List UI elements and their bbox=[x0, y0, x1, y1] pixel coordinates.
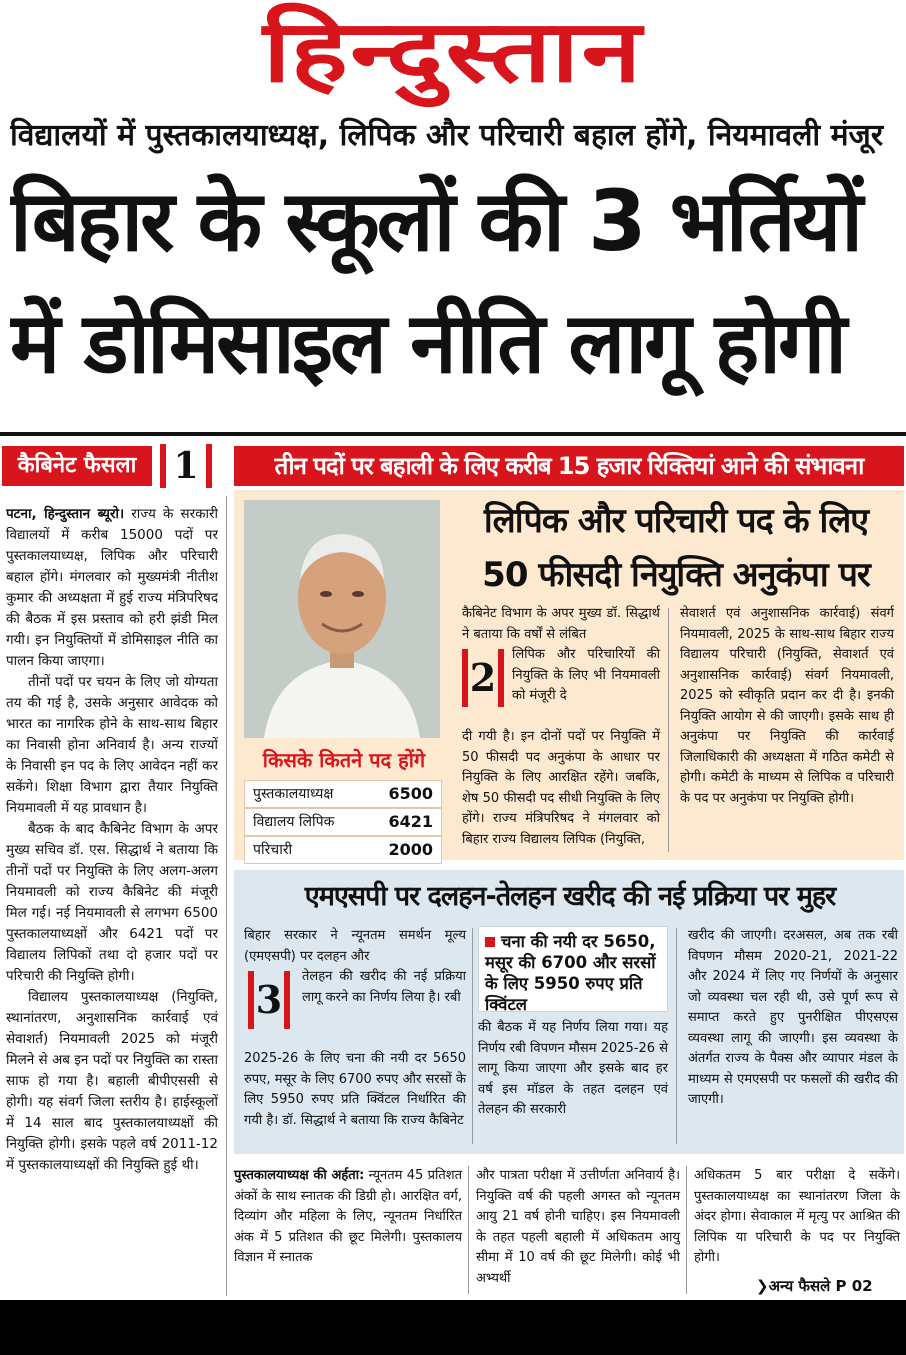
headline bbox=[10, 160, 900, 404]
post-count: 6421 bbox=[388, 812, 433, 831]
section-3-column-2: की बैठक में यह निर्णय लिया गया। यह निर्णय रबी विपणन मौसम 2025-26 से लागू किया जाएगा और इसके बाद हर वर्ष इस मॉडल के तहत दलहन एवं तेलहन की सरकारी bbox=[478, 1020, 668, 1117]
column-divider bbox=[226, 496, 227, 1296]
section-number-2: 2 bbox=[462, 649, 504, 707]
msp-rates-callout: चना की नयी दर 5650, मसूर की 6700 और सरसों के लिए 5950 रुपए प्रति क्विंटल bbox=[478, 926, 668, 1012]
section-3-column-3: खरीद की जाएगी। दरअसल, अब तक रबी विपणन मौसम 2020-21, 2021-22 और 2024 में लिए गए निर्णयों के अनुसार जो व्यवस्था चल रही थी, उसे पूर्ण रूप से समाप्त करते हुए पुनरीक्षित पीएसएस व्यवस्था लागू की जाएगी। इस व्यवस्था के अंतर्गत राज्य के पैक्स और व्यापार मंडल के माध्यम से एमएसपी पर फसलों की खरीद की जाएगी। bbox=[688, 928, 898, 1107]
posts-row bbox=[244, 780, 442, 808]
posts-row bbox=[244, 836, 442, 864]
article-paragraph: पटना, हिन्दुस्तान ब्यूरो। राज्य के सरकारी विद्यालयों में करीब 15000 पदों पर पुस्तकालयाध्यक्ष, लिपिक और परिचारी बहाल होंगे। मंगलवार को मुख्यमंत्री नीतीश कुमार की अध्यक्षता में हुई राज्य मंत्रिपरिषद की बैठक में इस प्रस्ताव को हरी झंडी मिल गयी। इन नियुक्तियों में डोमिसाइल नीति का पालन किया जाएगा। bbox=[6, 506, 218, 669]
column-divider bbox=[676, 928, 677, 1144]
headline-line-1: बिहार के स्कूलों की 3 भर्तियों bbox=[10, 172, 860, 270]
dateline: पटना, हिन्दुस्तान ब्यूरो। bbox=[6, 506, 125, 522]
posts-row bbox=[244, 808, 442, 836]
section-2-column-1: कैबिनेट विभाग के अपर मुख्य डॉ. सिद्धार्थ ने बताया कि वर्षों से लंबित 2 लिपिक और परिचारियों की नियुक्ति के लिए भी नियमावली को मंजूरी दे दी गयी है। इन दोनों पदों पर नियुक्ति में 50 फीसदी पद अनुकंपा के आधार पर नियुक्ति के लिए आरक्षित रहेंगे। जबकि, शेष 50 फीसदी पद सीधी नियुक्ति के लिए होंगे। राज्य मंत्रिपरिषद ने मंगलवार को बिहार राज्य विद्यालय लिपिक (नियुक्ति, bbox=[462, 606, 660, 847]
section-label: कैबिनेट फैसला bbox=[2, 446, 152, 486]
left-column-article bbox=[6, 504, 218, 1294]
article-paragraph: विद्यालय पुस्तकालयाध्यक्ष (नियुक्ति, स्थानांतरण, अनुशासनिक कार्रवाई एवं सेवाशर्त) नियमावली 2025 को मंजूरी मिलने से अब इन पदों पर नियुक्ति का रास्ता साफ हो गया है। बहाली बीपीएससी से होगी। यह संवर्ग जिला स्तरीय है। हाईस्कूलों में 14 साल बाद पुस्तकालयाध्यक्षों की नियुक्ति होगी। इसके पहले वर्ष 2011-12 में पुस्तकालयाध्यक्षों की नियुक्ति हुई थी। bbox=[6, 989, 218, 1173]
divider bbox=[0, 432, 906, 436]
posts-box-title: किसके कितने पद होंगे bbox=[262, 748, 426, 772]
chief-minister-photo bbox=[244, 500, 440, 738]
column-divider bbox=[472, 928, 473, 1144]
column-divider bbox=[668, 608, 669, 852]
arrow-right-icon: ❯ bbox=[756, 1277, 769, 1295]
masthead bbox=[0, 0, 906, 112]
section-2-heading: लिपिक और परिचारी पद के लिए 50 फीसदी नियुक्ति अनुकंपा पर bbox=[482, 501, 870, 595]
post-name: पुस्तकालयाध्यक्ष bbox=[253, 786, 334, 802]
section-number-3: 3 bbox=[248, 971, 290, 1029]
post-name: विद्यालय लिपिक bbox=[253, 814, 335, 830]
column-divider bbox=[468, 1166, 469, 1294]
headline-line-2: में डोमिसाइल नीति लागू होगी bbox=[10, 294, 845, 392]
section-2-column-2: सेवाशर्त एवं अनुशासनिक कार्रवाई) संवर्ग नियमावली, 2025 के साथ-साथ बिहार राज्य विद्यालय परिचारी (नियुक्ति, सेवाशर्त एवं अनुशासनिक कार्रवाई) संवर्ग नियमावली, 2025 को स्वीकृति प्रदान कर दी है। इनकी नियुक्ति आयोग से की जाएगी। इसके साथ ही अनुकंपा पर नियुक्ति की कार्रवाई जिलाधिकारी की अध्यक्षता में गठित कमेटी से होगी। कमेटी के माध्यम से लिपिक व परिचारी के पद पर अनुकंपा पर नियुक्ति होगी। bbox=[680, 606, 894, 806]
post-name: परिचारी bbox=[253, 842, 293, 858]
newspaper-logo: हिन्दुस्तान bbox=[262, 1, 644, 102]
section-4-column-2: और पात्रता परीक्षा में उत्तीर्णता अनिवार्य है। नियुक्ति वर्ष की पहली अगस्त को न्यूनतम आयु 21 वर्ष होनी चाहिए। इस नियमावली के तहत पहली बहाली में अधिकतम आयु सीमा में 10 वर्ष की छूट मिलेगी। कोई भी अभ्यर्थी bbox=[476, 1168, 680, 1286]
section-number-1: 1 bbox=[160, 444, 212, 488]
post-count: 2000 bbox=[388, 840, 433, 859]
article-paragraph: बैठक के बाद कैबिनेट विभाग के अपर मुख्य सचिव डॉ. एस. सिद्धार्थ ने बताया कि तीनों पदों पर नियुक्ति के लिए अलग-अलग नियमावली को राज्य कैबिनेट की मंजूरी मिल गई। नई नियमावली से लगभग 6500 पुस्तकालयाध्यक्षों और 6421 पदों पर विद्यालय लिपिकों तथा दो हजार पदों पर परिचारी की नियुक्ति होगी। bbox=[6, 821, 218, 984]
bullet-square-icon bbox=[485, 937, 495, 947]
more-decisions-link[interactable]: ❯अन्य फैसले P 02 bbox=[756, 1277, 873, 1295]
section-3-heading: एमएसपी पर दलहन-तेलहन खरीद की नई प्रक्रिया पर मुहर bbox=[304, 881, 836, 912]
article-paragraph: तीनों पदों पर चयन के लिए जो योग्यता तय की गई है, उसके अनुसार आवेदक को भारत का नागरिक होने के साथ-साथ बिहार का निवासी होना अनिवार्य है। अन्य राज्यों के निवासी इन पद के लिए आवेदन नहीं कर सकेंगे। शिक्षा विभाग द्वारा तैयार नियुक्ति नियमावली में यह प्रावधान है। bbox=[6, 674, 218, 816]
section-3-column-1: बिहार सरकार ने न्यूनतम समर्थन मूल्य (एमएसपी) पर दलहन और 3 तेलहन की खरीद की नई प्रक्रिया लागू करने का निर्णय लिया है। रबी 2025-26 के लिए चना की नयी दर 5650 रुपए, मसूर के लिए 6700 रुपए और सरसों के लिए 5950 रुपए प्रति क्विंटल निर्धारित की गयी है। डॉ. सिद्धार्थ ने बताया कि राज्य कैबिनेट bbox=[244, 928, 466, 1128]
section-banner: तीन पदों पर बहाली के लिए करीब 15 हजार रिक्तियां आने की संभावना bbox=[234, 446, 904, 486]
bottom-bar bbox=[0, 1300, 906, 1355]
section-4-column-1: पुस्तकालयाध्यक्ष की अर्हता: न्यूनतम 45 प्रतिशत अंकों के साथ स्नातक की डिग्री हो। आरक्षित वर्ग, दिव्यांग और महिला के लिए, न्यूनतम निर्धारित अंक में 5 प्रतिशत की छूट मिलेगी। पुस्तकालय विज्ञान में स्नातक bbox=[234, 1168, 462, 1265]
post-count: 6500 bbox=[388, 784, 433, 803]
section-4-column-3: अधिकतम 5 बार परीक्षा दे सकेंगे। पुस्तकालयाध्यक्ष का स्थानांतरण जिला के अंदर होगा। सेवाकाल में मृत्यु पर आश्रित की लिपिक या परिचारी के पद पर नियुक्ति होगी। bbox=[694, 1168, 900, 1265]
kicker: विद्यालयों में पुस्तकालयाध्यक्ष, लिपिक और परिचारी बहाल होंगे, नियमावली मंजूर bbox=[10, 118, 884, 153]
column-divider bbox=[686, 1166, 687, 1294]
section-4-lead: पुस्तकालयाध्यक्ष की अर्हता: bbox=[234, 1168, 365, 1183]
